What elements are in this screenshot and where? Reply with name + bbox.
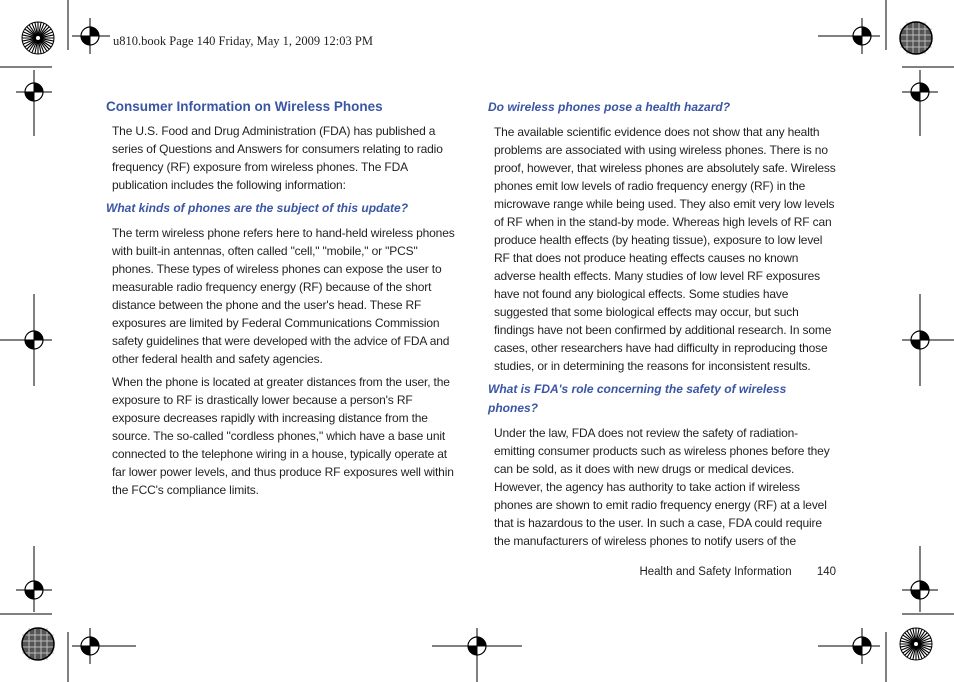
body-paragraph: When the phone is located at greater distances from the user, the exposure to RF is drastically lower because a person's RF exposure decreases rapidly with increasing distance from the source. The so-called "cordless phones," which have a base unit connected to the telephone wiring in a house, typically operate at far lower power levels, and thus produce RF exposures well within the FCC's compliance limits. bbox=[112, 375, 454, 497]
grid-mark-icon bbox=[900, 22, 932, 54]
question-heading: What is FDA's role concerning the safety of wireless phones? bbox=[488, 382, 787, 415]
page-number: 140 bbox=[816, 566, 836, 578]
body-paragraph: The available scientific evidence does not show that any health problems are associated with using wireless phones. There is no proof, however, that wireless phones are absolutely safe. Wireless phones emit low levels of radio frequency energy (RF) in the microwave range while being used. They also emit very low levels of RF when in the stand-by mode. Whereas high levels of RF can produce health effects (by heating tissue), exposure to low level RF that does not produce heating effects causes no known adverse health effects. Many studies of low level RF exposures have not found any biological effects. Some studies have suggested that some biological effects may occur, but such findings have not been confirmed by additional research. In some cases, other researchers have had difficulty in reproducing those studies, or in determining the reasons for inconsistent results. bbox=[494, 125, 836, 373]
question-heading: Do wireless phones pose a health hazard? bbox=[488, 100, 731, 114]
footer-section-label: Health and Safety Information bbox=[639, 566, 792, 578]
section-title: Consumer Information on Wireless Phones bbox=[106, 99, 383, 114]
starburst-mark-icon bbox=[900, 628, 932, 660]
body-paragraph: The term wireless phone refers here to hand-held wireless phones with built-in antennas, often called "cell," "mobile," or "PCS" phones. These types of wireless phones can expose the user to measurable radio frequency energy (RF) because of the short distance between the phone and the user's head. These RF exposures are limited by Federal Communications Commission safety guidelines that were developed with the advice of FDA and other federal health and safety agencies. bbox=[112, 226, 455, 366]
starburst-mark-icon bbox=[22, 22, 54, 54]
body-paragraph: Under the law, FDA does not review the safety of radiation-emitting consumer products such as wireless phones before they can be sold, as it does with new drugs or medical devices. However, the agency has authority to take action if wireless phones are shown to emit radio frequency energy (RF) at a level that is hazardous to the user. In such a case, FDA could require the manufacturers of wireless phones to notify users of the bbox=[494, 426, 830, 548]
print-header: u810.book Page 140 Friday, May 1, 2009 12:03 PM bbox=[113, 34, 373, 48]
grid-mark-icon bbox=[22, 628, 54, 660]
page-footer bbox=[639, 566, 836, 578]
intro-paragraph: The U.S. Food and Drug Administration (FDA) has published a series of Questions and Answers for consumers relating to radio frequency (RF) exposure from wireless phones. The FDA publication includes the following information: bbox=[112, 124, 443, 192]
left-column bbox=[106, 98, 456, 504]
question-heading: What kinds of phones are the subject of this update? bbox=[106, 201, 409, 215]
right-column bbox=[488, 98, 838, 555]
